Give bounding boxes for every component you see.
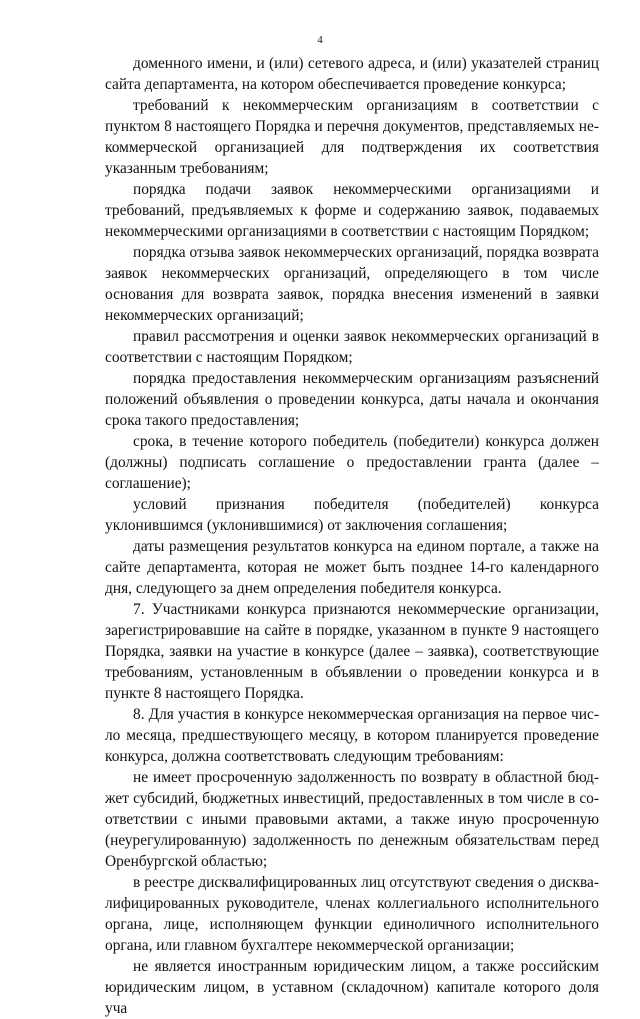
paragraph: доменного имени, и (или) сетевого адреса, и (или) указателей страниц сайта департамента, на котором обеспечивается проведение конкурса; xyxy=(105,55,599,93)
paragraph: порядка подачи заявок некоммерческими организациями и требований, предъявляемых к форме и содержанию заявок, подаваемых некоммерческими организациями в соответствии с настоящим Порядком; xyxy=(105,181,599,240)
paragraph: 7. Участниками конкурса признаются некоммерческие организации, зарегистрировавшие на сайте в порядке, указанном в пункте 9 настоящего Порядка, заявки на участие в конкурсе (далее – заявка), соответствующие требованиям, установленным в объявлении о проведении конкурса и в пункте 8 настоящего Порядка. xyxy=(105,601,599,702)
page-number: 4 xyxy=(317,34,323,46)
paragraph: условий признания победителя (победителей) конкурса уклонившимся (уклонившимися) от заключения соглашения; xyxy=(105,496,599,534)
paragraph: срока, в течение которого победитель (победители) конкурса должен (должны) подписать соглашение о предоставлении гранта (далее – соглашение); xyxy=(105,433,599,492)
paragraph: 8. Для участия в конкурсе некоммерческая организация на первое число месяца, предшествующего месяцу, в котором планируется проведение конкурса, должна соответствовать следующим требованиям: xyxy=(105,706,599,765)
paragraph: в реестре дисквалифицированных лиц отсутствуют сведения о дисквалифицированных руководителе, членах коллегиального исполнительного органа, лице, исполняющем функции единоличного исполнительного органа, или главном бухгалтере некоммерческой организации; xyxy=(105,874,599,954)
body-text xyxy=(105,53,599,1019)
paragraph: порядка предоставления некоммерческим организациям разъяснений положений объявления о проведении конкурса, даты начала и окончания срока такого предоставления; xyxy=(105,370,599,429)
paragraph: порядка отзыва заявок некоммерческих организаций, порядка возврата заявок некоммерческих организаций, определяющего в том числе основания для возврата заявок, порядка внесения изменений в заявки некоммерческих организаций; xyxy=(105,244,599,324)
paragraph: даты размещения результатов конкурса на едином портале, а также на сайте департамента, которая не может быть позднее 14-го календарного дня, следующего за днем определения победителя конкурса. xyxy=(105,538,599,597)
paragraph: правил рассмотрения и оценки заявок некоммерческих организаций в соответствии с настоящим Порядком; xyxy=(105,328,599,366)
paragraph: требований к некоммерческим организациям в соответствии с пунктом 8 настоящего Порядка и перечня документов, представляемых некоммерческой организацией для подтверждения их соответствия указанным требованиям; xyxy=(105,97,599,177)
paragraph: не является иностранным юридическим лицом, а также российским юридическим лицом, в уставном (складочном) капитале которого доля уча xyxy=(105,958,599,1017)
paragraph: не имеет просроченную задолженность по возврату в областной бюджет субсидий, бюджетных инвестиций, предоставленных в том числе в соответствии с иными правовыми актами, а также иную просроченную (неурегулированную) задолженность по денежным обязательствам перед Оренбургской областью; xyxy=(105,769,599,870)
